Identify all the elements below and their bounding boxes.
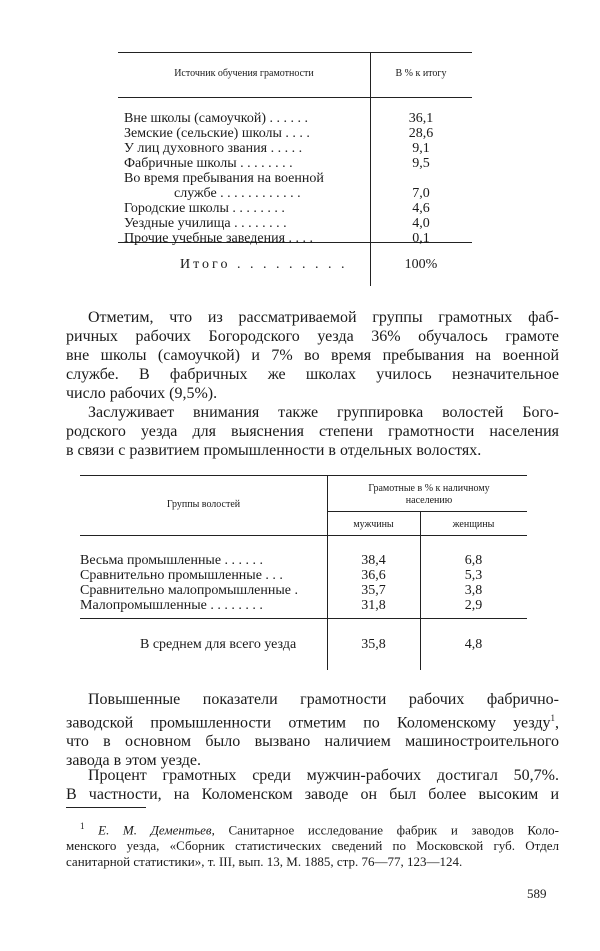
table-row-women: 2,9 <box>464 598 483 613</box>
footnote-line: санитарной статистики», т. III, вып. 13, М. 1885, стр. 76—77, 123—124. <box>66 854 463 870</box>
table-row-women: 5,3 <box>464 568 483 583</box>
table-row-label: Во время пребывания на военной <box>124 171 324 186</box>
table-row-label: Фабричные школы . . . . . . . . <box>124 156 293 171</box>
column-header-percent: В % к итогу <box>395 68 447 79</box>
table-row-women: 3,8 <box>464 583 483 598</box>
table-row-men: 36,6 <box>361 568 386 583</box>
footnote-line <box>66 818 559 838</box>
text-line: Повышенные показатели грамотности рабочих фабрично- <box>88 691 559 708</box>
text-line: вне школы (самоучкой) и 7% во время пребывания на военной <box>66 347 559 364</box>
text-line: службе. В фабричных же школах училось незначительное <box>66 366 559 383</box>
table-row-men: 31,8 <box>361 598 386 613</box>
column-header-literate-line2: населению <box>405 495 453 506</box>
footnote <box>66 818 559 870</box>
table-total-value: 100% <box>404 257 438 272</box>
footnote-line: менского уезда, «Сборник статистических сведений по Московской губ. Отдел <box>66 838 559 854</box>
table-row-value: 0,1 <box>412 231 430 246</box>
table-top-rule <box>80 475 527 476</box>
column-header-women: женщины <box>452 519 495 530</box>
table-row-label: Сравнительно промышленные . . . <box>80 568 283 583</box>
table-row-label: службе . . . . . . . . . . . . <box>174 186 301 201</box>
table-subheader-rule <box>327 511 527 512</box>
table-header-rule <box>80 535 527 536</box>
table-average-rule <box>80 618 527 619</box>
footnote-author: Е. М. Дементьев, <box>98 822 215 838</box>
column-header-literate-line1: Грамотные в % к наличному <box>368 483 490 494</box>
table-row-label: Уездные училища . . . . . . . . <box>124 216 287 231</box>
table-row-label: Сравнительно малопромышленные . <box>80 583 299 598</box>
text-line: родского уезда для выяснения степени грамотности населения <box>66 423 559 440</box>
table-row-value: 4,0 <box>412 216 430 231</box>
text-line: в связи с развитием промышленности в отдельных волостях. <box>66 442 482 459</box>
table-row-label: Весьма промышленные . . . . . . <box>80 553 264 568</box>
table-row-value: 28,6 <box>408 126 434 141</box>
table-average-women: 4,8 <box>464 637 483 652</box>
table-row-men: 38,4 <box>361 553 386 568</box>
paragraph-male-literacy <box>66 766 559 804</box>
table-row-label: У лиц духовного звания . . . . . <box>124 141 303 156</box>
paragraph-volost-grouping <box>66 403 559 460</box>
paragraph-literacy-sources <box>66 308 559 403</box>
page-number: 589 <box>527 886 547 901</box>
footnote-text: Санитарное исследование фабрик и заводов Коло- <box>228 822 560 838</box>
paragraph-kolomna-district <box>66 690 559 770</box>
table-average-men: 35,8 <box>361 637 386 652</box>
text-line: Заслуживает внимания также группировка волостей Бого- <box>88 404 559 421</box>
text-line: число рабочих (9,5%). <box>66 385 218 402</box>
column-header-men: мужчины <box>353 519 394 530</box>
column-header-source: Источник обучения грамотности <box>174 68 314 79</box>
table-row-label: Прочие учебные заведения . . . . <box>124 231 314 246</box>
table-total-label: Итого . . . . . . . . . <box>180 257 348 272</box>
table-row-label: Городские школы . . . . . . . . <box>124 201 285 216</box>
literacy-source-table <box>118 52 472 286</box>
text-line: В частности, на Коломенском заводе он был более высоким и <box>66 786 559 803</box>
text-line: ричных рабочих Богородского уезда 36% обучалось грамоте <box>66 328 559 345</box>
footnote-rule <box>66 807 146 808</box>
column-header-groups: Группы волостей <box>166 499 241 510</box>
footnote-number: 1 <box>80 821 85 831</box>
text-line: заводской промышленности отметим по Коломенскому уезду$^1$, <box>66 713 559 732</box>
text-line: что в основном было вызвано наличием машиностроительного <box>66 733 559 751</box>
table-row-value: 7,0 <box>412 186 430 201</box>
table-row-value: 4,6 <box>412 201 430 216</box>
table-average-label: В среднем для всего уезда <box>140 637 297 652</box>
table-row-value: 9,1 <box>412 141 430 156</box>
table-row-label: Малопромышленные . . . . . . . . <box>80 598 263 613</box>
text-line-content: заводской промышленности отметим по Коломенскому уезду <box>66 714 551 732</box>
footnote-marker: 1 <box>550 713 555 723</box>
table-row-value: 36,1 <box>408 111 434 126</box>
text-line: Процент грамотных среди мужчин-рабочих достигал 50,7%. <box>88 767 559 784</box>
table-header-rule <box>118 97 472 98</box>
table-row-label: Вне школы (самоучкой) . . . . . . <box>124 111 308 126</box>
volost-literacy-table <box>80 475 527 670</box>
table-row-label: Земские (сельские) школы . . . . <box>124 126 310 141</box>
table-row-men: 35,7 <box>361 583 386 598</box>
column-header-literate <box>334 483 524 507</box>
text-line: Отметим, что из рассматриваемой группы грамотных фаб- <box>88 309 559 326</box>
table-row-value: 9,5 <box>412 156 430 171</box>
table-top-rule <box>118 52 472 53</box>
text-line: завода в этом уезде. <box>66 752 202 770</box>
table-row-women: 6,8 <box>464 553 483 568</box>
